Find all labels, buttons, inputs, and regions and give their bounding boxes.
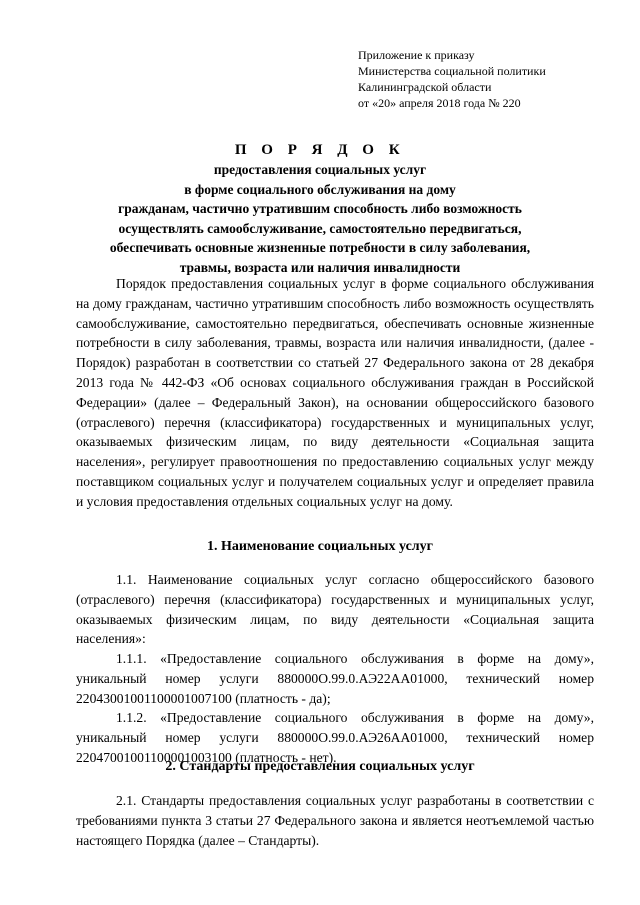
title-line: гражданам, частично утратившим способность либо возможность <box>118 201 522 217</box>
section1-heading: 1. Наименование социальных услуг <box>206 539 434 554</box>
appendix-block <box>358 47 546 111</box>
title-line: осуществлять самообслуживание, самостоятельно передвигаться, <box>118 220 522 236</box>
section1-paragraph-1-1-2: 1.1.2. «Предоставление социального обслуживания в форме на дому», уникальный номер услуги 880000О.99.0.АЭ26АА01000, технический номер 22047001001100001003100 (платность - нет). <box>76 710 594 765</box>
title-line: обеспечивать основные жизненные потребности в силу заболевания, <box>109 240 531 256</box>
section1-paragraph-1-1: 1.1. Наименование социальных услуг согласно общероссийского базового (отраслевого) перечня (классификатора) государственных и муниципальных услуг, оказываемых физическим лицам, по виду деятельности «Социальная защита населения»: <box>76 572 594 647</box>
title-line: травмы, возраста или наличия инвалидности <box>179 259 461 275</box>
section2-paragraph-2-1: 2.1. Стандарты предоставления социальных услуг разработаны в соответствии с требованиями пункта 3 статьи 27 Федерального закона и является неотъемлемой частью настоящего Порядка (далее – Стандарты). <box>76 793 594 848</box>
title-main: П О Р Я Д О К <box>234 142 406 158</box>
section1-paragraph-1-1-1: 1.1.1. «Предоставление социального обслуживания в форме на дому», уникальный номер услуги 880000О.99.0.АЭ22АА01000, технический номер 22043001001100001007100 (платность - да); <box>76 651 594 706</box>
appendix-line: Министерства социальной политики <box>358 64 546 78</box>
appendix-line: Приложение к приказу <box>358 48 475 62</box>
document-title <box>0 140 640 278</box>
intro-paragraph: Порядок предоставления социальных услуг в форме социального обслуживания на дому гражданам, частично утратившим способность либо возможность осуществлять самообслуживание, самостоятельно передвигаться, обеспечивать основные жизненные потребности в силу заболевания, травмы, возраста или наличия инвалидности, (далее - Порядок) разработан в соответствии со статьей 27 Федерального закона от 28 декабря 2013 года № 442-ФЗ «Об основах социального обслуживания граждан в Российской Федерации» (далее – Федеральный Закон), на основании общероссийского базового (отраслевого) перечня (классификатора) государственных и муниципальных услуг, оказываемых физическим лицам, по виду деятельности «Социальная защита населения», регулирует правоотношения по предоставлению социальных услуг между поставщиком социальных услуг и получателем социальных услуг и определяет правила и условия предоставления отдельных социальных услуг на дому. <box>76 276 594 509</box>
title-line: в форме социального обслуживания на дому <box>184 181 456 197</box>
title-subtitle <box>0 160 640 278</box>
appendix-line: Калининградской области <box>358 80 492 94</box>
title-line: предоставления социальных услуг <box>213 162 427 177</box>
section2-heading: 2. Стандарты предоставления социальных услуг <box>165 759 475 774</box>
appendix-line: от «20» апреля 2018 года № 220 <box>358 96 521 110</box>
